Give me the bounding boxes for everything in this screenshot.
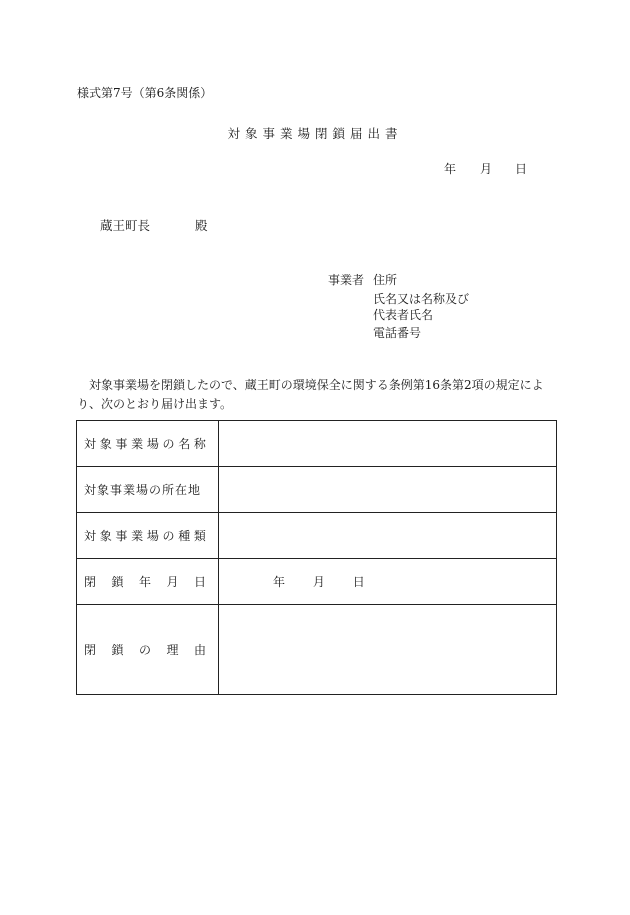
date-month-label: 月: [480, 162, 493, 176]
label-char: 類: [193, 529, 206, 543]
label-char: 鎖: [111, 643, 124, 657]
addressee-name: 蔵王町長: [100, 218, 151, 233]
closure-date-field[interactable]: [219, 559, 557, 605]
table-row: [77, 467, 557, 513]
addressee-honorific: 殿: [195, 218, 208, 233]
closure-year-label: 年: [273, 575, 286, 589]
facility-type-field[interactable]: [219, 513, 557, 559]
closure-month-label: 月: [312, 575, 325, 589]
label-char: の: [162, 437, 175, 451]
applicant-phone-label: 電話番号: [373, 326, 422, 340]
label-char: 事: [115, 437, 128, 451]
label-char: 称: [193, 437, 206, 451]
facility-name-field[interactable]: [219, 421, 557, 467]
label-char: 年: [138, 575, 151, 589]
label-char: 事: [115, 529, 128, 543]
label-char: の: [138, 643, 151, 657]
label-char: 対: [84, 529, 97, 543]
applicant-address-label: 住所: [373, 273, 398, 287]
label-text: 対象事業場の所在地: [84, 483, 202, 497]
form-number: 様式第7号（第6条関係）: [77, 86, 213, 100]
date-year-label: 年: [444, 162, 457, 176]
form-table: [76, 420, 557, 695]
label-char: 業: [131, 437, 144, 451]
table-row: [77, 559, 557, 605]
body-paragraph: [77, 376, 567, 414]
closure-day-label: 日: [352, 575, 365, 589]
label-char: 業: [131, 529, 144, 543]
label-char: 理: [166, 643, 179, 657]
document-title: 対象事業場閉鎖届出書: [227, 126, 403, 141]
body-text: 対象事業場を閉鎖したので、蔵王町の環境保全に関する条例第16条第2項の規定により、次のとおり届け出ます。: [77, 378, 544, 411]
label-char: 鎖: [111, 575, 124, 589]
label-char: 場: [146, 529, 159, 543]
label-char: 閉: [84, 575, 97, 589]
row-label-closure-date: [77, 559, 219, 605]
row-label-facility-location: [77, 467, 219, 513]
date-day-label: 日: [515, 162, 528, 176]
row-label-facility-name: [77, 421, 219, 467]
applicant-label: 事業者: [328, 273, 365, 287]
table-row: [77, 605, 557, 695]
label-char: 名: [178, 437, 191, 451]
label-char: 閉: [84, 643, 97, 657]
applicant-name-label: 氏名又は名称及び: [373, 292, 470, 306]
label-char: の: [162, 529, 175, 543]
label-char: 象: [99, 437, 112, 451]
label-char: 種: [178, 529, 191, 543]
label-char: 日: [193, 575, 206, 589]
label-char: 象: [99, 529, 112, 543]
facility-location-field[interactable]: [219, 467, 557, 513]
table-row: [77, 421, 557, 467]
closure-reason-field[interactable]: [219, 605, 557, 695]
label-char: 由: [193, 643, 206, 657]
label-char: 対: [84, 437, 97, 451]
label-char: 月: [166, 575, 179, 589]
row-label-facility-type: [77, 513, 219, 559]
row-label-closure-reason: [77, 605, 219, 695]
applicant-representative-label: 代表者氏名: [373, 308, 434, 322]
label-char: 場: [146, 437, 159, 451]
table-row: [77, 513, 557, 559]
